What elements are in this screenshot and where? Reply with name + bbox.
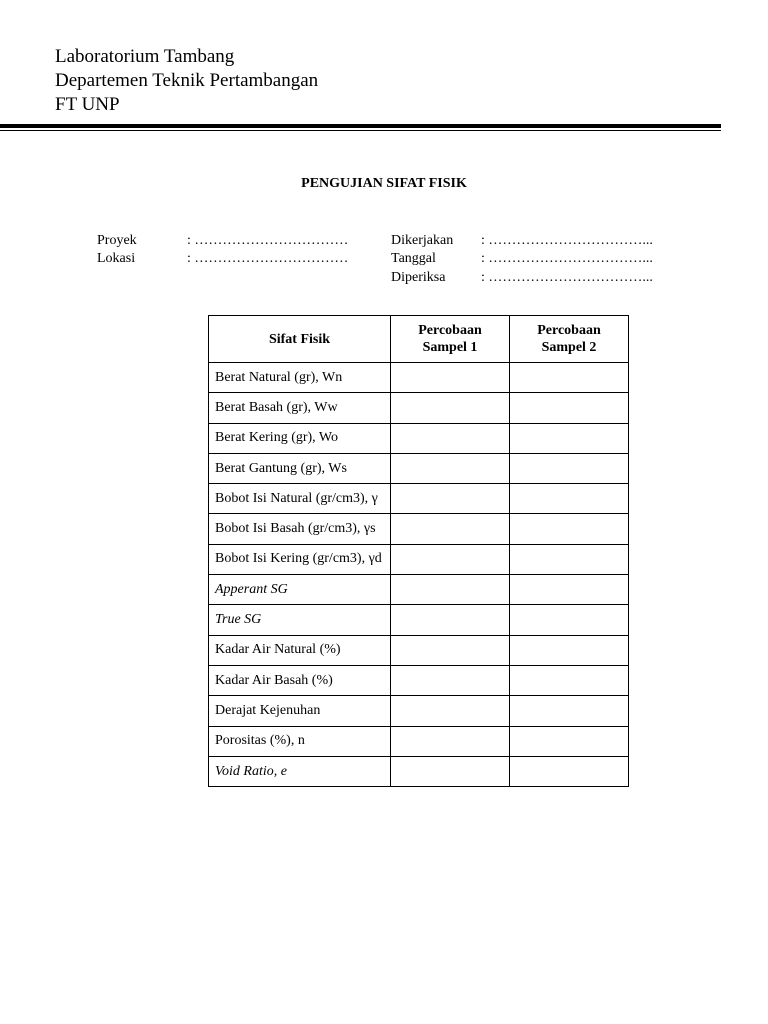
table-row	[209, 423, 629, 453]
property-name-cell: Bobot Isi Basah (gr/cm3), γs	[209, 514, 391, 544]
table-row	[209, 575, 629, 605]
field-dikerjakan-value[interactable]: : ……………………………...	[481, 233, 653, 248]
sample-2-value-cell[interactable]	[510, 696, 629, 726]
field-proyek-label: Proyek	[97, 233, 137, 248]
field-diperiksa-label: Diperiksa	[391, 270, 446, 285]
property-name-cell: Apperant SG	[209, 575, 391, 605]
sample-2-value-cell[interactable]	[510, 544, 629, 574]
table-row	[209, 453, 629, 483]
sample-2-value-cell[interactable]	[510, 423, 629, 453]
field-tanggal-value[interactable]: : ……………………………...	[481, 251, 653, 266]
sample-1-value-cell[interactable]	[391, 726, 510, 756]
field-diperiksa-value[interactable]: : ……………………………...	[481, 270, 653, 285]
table-row	[209, 696, 629, 726]
property-name-cell: Berat Gantung (gr), Ws	[209, 453, 391, 483]
field-tanggal-label: Tanggal	[391, 251, 436, 266]
sample-2-value-cell[interactable]	[510, 756, 629, 786]
sample-2-value-cell[interactable]	[510, 453, 629, 483]
property-name-cell: Porositas (%), n	[209, 726, 391, 756]
table-row	[209, 544, 629, 574]
letterhead-lab-name: Laboratorium Tambang	[55, 46, 235, 67]
sample-1-value-cell[interactable]	[391, 393, 510, 423]
sample-1-value-cell[interactable]	[391, 514, 510, 544]
sample-2-value-cell[interactable]	[510, 605, 629, 635]
field-proyek-value[interactable]: : ……………………………	[187, 233, 349, 248]
sample-2-value-cell[interactable]	[510, 635, 629, 665]
property-name-cell: Berat Kering (gr), Wo	[209, 423, 391, 453]
table-row	[209, 756, 629, 786]
sample-1-value-cell[interactable]	[391, 635, 510, 665]
table-row	[209, 514, 629, 544]
sample-1-value-cell[interactable]	[391, 575, 510, 605]
header-divider-thin	[0, 130, 721, 131]
property-name-cell: Bobot Isi Natural (gr/cm3), γ	[209, 484, 391, 514]
table-row	[209, 393, 629, 423]
letterhead-department: Departemen Teknik Pertambangan	[55, 70, 319, 91]
property-name-cell: Berat Natural (gr), Wn	[209, 363, 391, 393]
header-divider-thick	[0, 124, 721, 128]
physical-properties-table	[208, 315, 629, 787]
table-header-row	[209, 316, 629, 363]
property-name-cell: Void Ratio, e	[209, 756, 391, 786]
sample-1-value-cell[interactable]	[391, 756, 510, 786]
sample-1-value-cell[interactable]	[391, 363, 510, 393]
property-name-cell: Derajat Kejenuhan	[209, 696, 391, 726]
sample-1-value-cell[interactable]	[391, 605, 510, 635]
table-row	[209, 363, 629, 393]
sample-2-value-cell[interactable]	[510, 665, 629, 695]
table-body	[209, 363, 629, 787]
page-title: PENGUJIAN SIFAT FISIK	[301, 176, 467, 191]
header-sample-1-line1: Percobaan	[418, 323, 482, 338]
header-sample-2-line1: Percobaan	[537, 323, 601, 338]
header-sample-1-line2: Sampel 1	[422, 340, 478, 355]
sample-2-value-cell[interactable]	[510, 514, 629, 544]
property-name-cell: Kadar Air Basah (%)	[209, 665, 391, 695]
table-row	[209, 605, 629, 635]
table-row	[209, 665, 629, 695]
property-name-cell: True SG	[209, 605, 391, 635]
sample-1-value-cell[interactable]	[391, 423, 510, 453]
letterhead-faculty: FT UNP	[55, 94, 120, 115]
sample-1-value-cell[interactable]	[391, 453, 510, 483]
sample-2-value-cell[interactable]	[510, 363, 629, 393]
field-dikerjakan-label: Dikerjakan	[391, 233, 454, 248]
header-sample-1	[391, 316, 510, 363]
letterhead	[55, 45, 318, 117]
header-sample-2-line2: Sampel 2	[541, 340, 597, 355]
table-row	[209, 635, 629, 665]
sample-1-value-cell[interactable]	[391, 484, 510, 514]
header-property: Sifat Fisik	[209, 316, 391, 363]
sample-2-value-cell[interactable]	[510, 726, 629, 756]
sample-2-value-cell[interactable]	[510, 484, 629, 514]
sample-2-value-cell[interactable]	[510, 575, 629, 605]
header-sample-2	[510, 316, 629, 363]
field-lokasi-value[interactable]: : ……………………………	[187, 251, 349, 266]
property-name-cell: Bobot Isi Kering (gr/cm3), γd	[209, 544, 391, 574]
table-row	[209, 484, 629, 514]
sample-1-value-cell[interactable]	[391, 665, 510, 695]
sample-1-value-cell[interactable]	[391, 544, 510, 574]
sample-2-value-cell[interactable]	[510, 393, 629, 423]
table-row	[209, 726, 629, 756]
sample-1-value-cell[interactable]	[391, 696, 510, 726]
field-lokasi-label: Lokasi	[97, 251, 136, 266]
property-name-cell: Berat Basah (gr), Ww	[209, 393, 391, 423]
property-name-cell: Kadar Air Natural (%)	[209, 635, 391, 665]
